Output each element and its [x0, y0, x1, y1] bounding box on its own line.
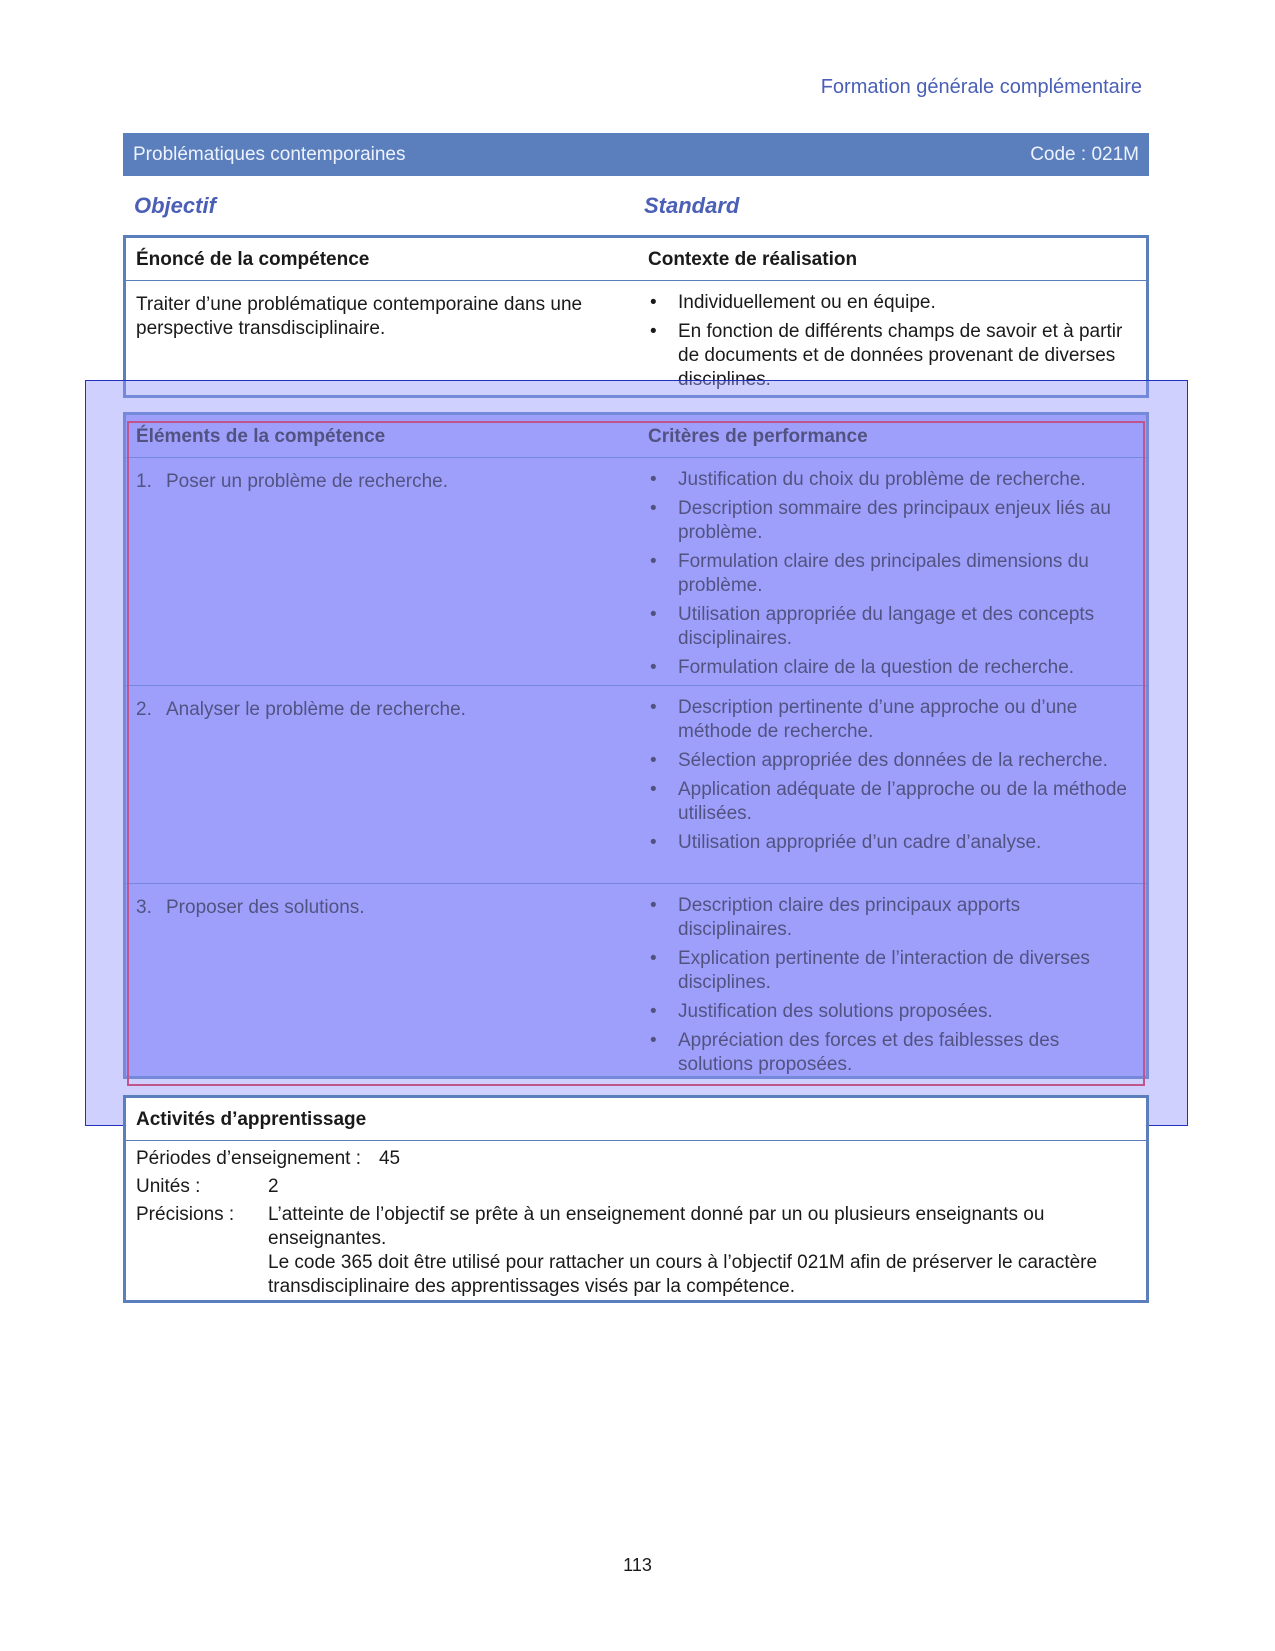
competence-box	[123, 235, 1149, 398]
activities-header	[126, 1098, 1146, 1141]
criterion-item: • Formulation claire de la question de recherche.	[648, 656, 1128, 680]
element-row	[126, 884, 1146, 1079]
element-text: Analyser le problème de recherche.	[166, 699, 466, 720]
element-number: 2.	[136, 699, 152, 720]
element-label	[126, 884, 638, 1079]
standard-heading: Standard	[644, 193, 740, 218]
units-line	[136, 1175, 1136, 1199]
criterion-item: • Formulation claire des principales dimensions du problème.	[648, 550, 1128, 598]
precisions-label: Précisions :	[136, 1204, 235, 1225]
element-text: Poser un problème de recherche.	[166, 471, 448, 492]
criterion-item: • Description claire des principaux apports disciplinaires.	[648, 894, 1128, 942]
activities-box	[123, 1095, 1149, 1303]
element-number: 1.	[136, 471, 152, 492]
precisions-line	[136, 1203, 1136, 1299]
objective-title: Problématiques contemporaines	[133, 143, 406, 165]
elements-box	[123, 412, 1149, 1079]
elements-col-header: Éléments de la compétence	[136, 426, 386, 447]
page-number: 113	[623, 1555, 652, 1575]
element-row	[126, 458, 1146, 686]
periods-line	[136, 1147, 1136, 1171]
context-item: • En fonction de différents champs de savoir et à partir de documents et de données provenant de diverses disciplines.	[648, 320, 1128, 392]
periods-label: Périodes d’enseignement :	[136, 1148, 361, 1169]
criterion-item: • Utilisation appropriée du langage et des concepts disciplinaires.	[648, 603, 1128, 651]
precision-text: Le code 365 doit être utilisé pour rattacher un cours à l’objectif 021M afin de préserver le caractère transdisciplinaire des apprentissages visés par la compétence.	[268, 1252, 1098, 1297]
objective-code: Code : 021M	[1030, 143, 1139, 165]
element-text: Proposer des solutions.	[166, 897, 365, 918]
units-label: Unités :	[136, 1176, 201, 1197]
competence-header	[126, 238, 1146, 281]
context-header: Contexte de réalisation	[648, 249, 858, 270]
criterion-item: • Application adéquate de l’approche ou de la méthode utilisées.	[648, 778, 1128, 826]
criterion-item: • Description sommaire des principaux enjeux liés au problème.	[648, 497, 1128, 545]
context-item: • Individuellement ou en équipe.	[648, 291, 1128, 315]
element-row	[126, 686, 1146, 884]
criterion-item: • Sélection appropriée des données de la recherche.	[648, 749, 1128, 773]
precision-text: L’atteinte de l’objectif se prête à un enseignement donné par un ou plusieurs enseignants ou enseignantes.	[268, 1204, 1045, 1249]
units-value: 2	[268, 1176, 279, 1197]
criteria-col-header: Critères de performance	[648, 426, 868, 447]
objectif-heading: Objectif	[134, 193, 216, 218]
criterion-item: • Appréciation des forces et des faiblesses des solutions proposées.	[648, 1029, 1128, 1077]
periods-value: 45	[378, 1148, 401, 1169]
statement-header: Énoncé de la compétence	[136, 249, 370, 270]
section-title: Formation générale complémentaire	[820, 76, 1142, 98]
criterion-item: • Justification du choix du problème de recherche.	[648, 468, 1128, 492]
criterion-item: • Description pertinente d’une approche ou d’une méthode de recherche.	[648, 696, 1128, 744]
elements-header	[126, 415, 1146, 458]
criterion-item: • Utilisation appropriée d’un cadre d’analyse.	[648, 831, 1128, 855]
criterion-item: • Justification des solutions proposées.	[648, 1000, 1128, 1024]
element-label	[126, 458, 638, 685]
criterion-item: • Explication pertinente de l’interaction de diverses disciplines.	[648, 947, 1128, 995]
activities-title: Activités d’apprentissage	[136, 1109, 367, 1130]
objective-title-bar	[123, 133, 1149, 176]
element-number: 3.	[136, 897, 152, 918]
competence-statement: Traiter d’une problématique contemporaine dans une perspective transdisciplinaire.	[136, 294, 583, 339]
element-label	[126, 686, 638, 883]
